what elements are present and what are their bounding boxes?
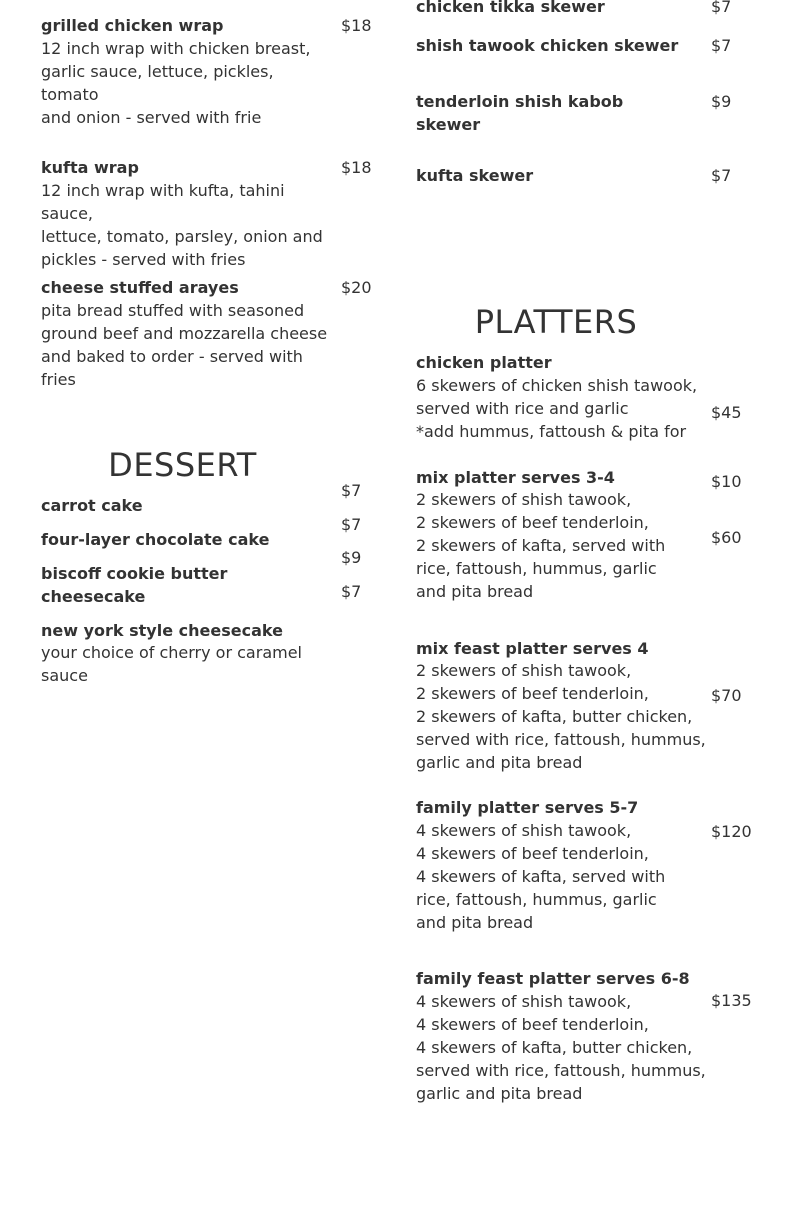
menu-item-description: 12 inch wrap with kufta, tahini sauce, lettuce, tomato, parsley, onion and pickles - served with fries [41, 181, 323, 269]
menu-item-name: grilled chicken wrap [41, 16, 224, 35]
menu-item-price: $7 [341, 582, 362, 601]
menu-item-price: $9 [341, 548, 362, 567]
menu-item-name: kufta wrap [41, 158, 139, 177]
menu-item-price: $7 [341, 481, 362, 500]
menu-item-name: mix platter serves 3-4 [416, 468, 615, 487]
menu-item-name: biscoff cookie butter cheesecake [41, 564, 228, 606]
section-heading-dessert: DESSERT [108, 446, 257, 484]
menu-item-description: 2 skewers of shish tawook, 2 skewers of beef tenderloin, 2 skewers of kafta, butter chicken, served with rice, fattoush, hummus, garlic and pita bread [416, 661, 706, 772]
menu-item-price: $45 [711, 403, 742, 422]
menu-item-name: cheese stuffed arayes [41, 278, 239, 297]
menu-item-price: $20 [341, 278, 372, 297]
menu-item-name: carrot cake [41, 496, 143, 515]
menu-item-price: $7 [711, 166, 732, 185]
menu-item-price: $9 [711, 92, 732, 111]
menu-item-price: $18 [341, 16, 372, 35]
menu-item-price: $7 [341, 515, 362, 534]
menu-item-description: 4 skewers of shish tawook, 4 skewers of beef tenderloin, 4 skewers of kafta, served with rice, fattoush, hummus, garlic and pita bread [416, 821, 666, 932]
menu-item-price: $7 [711, 36, 732, 55]
menu-item-price: $7 [711, 0, 732, 16]
menu-item-name: four-layer chocolate cake [41, 530, 270, 549]
menu-item-name: mix feast platter serves 4 [416, 639, 649, 658]
menu-item-name: family platter serves 5-7 [416, 798, 639, 817]
menu-item-price: $70 [711, 686, 742, 705]
menu-item-description: pita bread stuffed with seasoned ground beef and mozzarella cheese and baked to order - served with fries [41, 301, 328, 389]
menu-item-price: $135 [711, 991, 752, 1010]
menu-item-price-extra: $10 [711, 472, 742, 491]
menu-item-name: tenderloin shish kabob skewer [416, 92, 624, 134]
menu-item-price: $60 [711, 528, 742, 547]
menu-item-name: new york style cheesecake [41, 621, 283, 640]
menu-item-name: chicken tikka skewer [416, 0, 605, 16]
menu-item-description: 12 inch wrap with chicken breast, garlic sauce, lettuce, pickles, tomato and onion - served with frie [41, 39, 311, 127]
menu-item-description: your choice of cherry or caramel sauce [41, 643, 302, 685]
menu-item-description: 6 skewers of chicken shish tawook, served with rice and garlic *add hummus, fattoush & pita for [416, 376, 698, 441]
menu-item-name: chicken platter [416, 353, 552, 372]
menu-item-description: 4 skewers of shish tawook, 4 skewers of beef tenderloin, 4 skewers of kafta, butter chicken, served with rice, fattoush, hummus, garlic and pita bread [416, 992, 706, 1103]
menu-item-price: $120 [711, 822, 752, 841]
menu-item-name: kufta skewer [416, 166, 534, 185]
menu-item-name: family feast platter serves 6-8 [416, 969, 690, 988]
section-heading-platters: PLATTERS [474, 303, 638, 341]
menu-item-description: 2 skewers of shish tawook, 2 skewers of beef tenderloin, 2 skewers of kafta, served with rice, fattoush, hummus, garlic and pita bread [416, 490, 666, 601]
menu-item-name: shish tawook chicken skewer [416, 36, 679, 55]
menu-item-price: $18 [341, 158, 372, 177]
